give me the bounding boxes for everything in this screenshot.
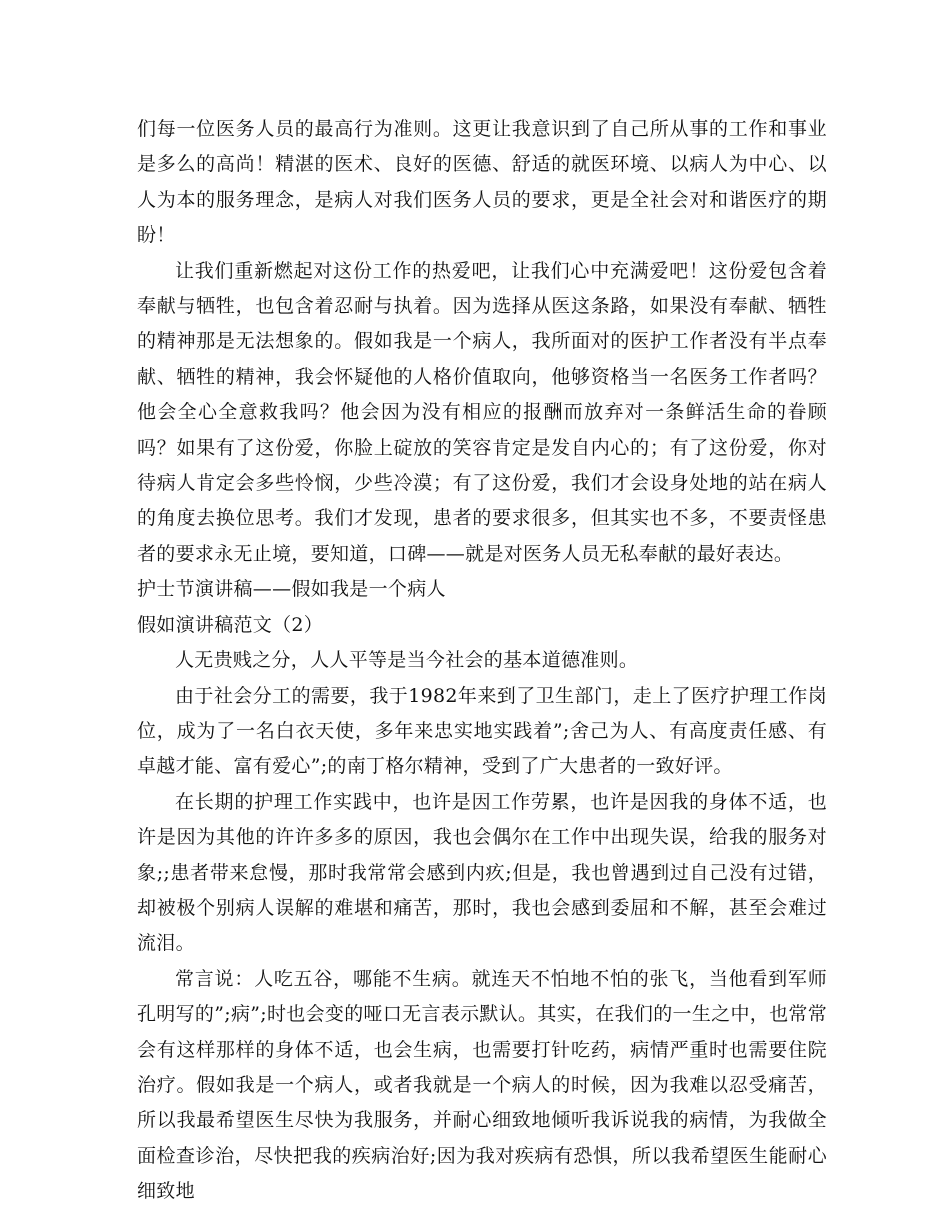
paragraph-1: 们每一位医务人员的最高行为准则。这更让我意识到了自己所从事的工作和事业是多么的高尚！精湛的医术、良好的医德、舒适的就医环境、以病人为中心、以人为本的服务理念，是病人对我们医务人员的要求，更是全社会对和谐医疗的期盼！ xyxy=(137,118,827,247)
paragraph-3: 人无贵贱之分，人人平等是当今社会的基本道德准则。 xyxy=(175,649,639,672)
section-title: 假如演讲稿范文（2） xyxy=(137,613,324,636)
document-body xyxy=(137,112,827,1210)
paragraph-5: 在长期的护理工作实践中，也许是因工作劳累，也许是因我的身体不适，也许是因为其他的许许多多的原因，我也会偶尔在工作中出现失误，给我的服务对象;;患者带来怠慢，那时我常常会感到内疚;但是，我也曾遇到过自己没有过错，却被极个别病人误解的难堪和痛苦，那时，我也会感到委屈和不解，甚至会难过流泪。 xyxy=(137,790,827,955)
paragraph-6: 常言说：人吃五谷，哪能不生病。就连天不怕地不怕的张飞，当他看到军师孔明写的”;病”;时也会变的哑口无言表示默认。其实，在我们的一生之中，也常常会有这样那样的身体不适，也会生病，也需要打针吃药，病情严重时也需要住院治疗。假如我是一个病人，或者我就是一个病人的时候，因为我难以忍受痛苦，所以我最希望医生尽快为我服务，并耐心细致地倾听我诉说我的病情，为我做全面检查诊治，尽快把我的疾病治好;因为我对疾病有恐惧，所以我希望医生能耐心细致地 xyxy=(137,967,827,1203)
speech-title: 护士节演讲稿——假如我是一个病人 xyxy=(137,578,446,601)
paragraph-2: 让我们重新燃起对这份工作的热爱吧，让我们心中充满爱吧！这份爱包含着奉献与牺牲，也包含着忍耐与执着。因为选择从医这条路，如果没有奉献、牺牲的精神那是无法想象的。假如我是一个病人，我所面对的医护工作者没有半点奉献、牺牲的精神，我会怀疑他的人格价值取向，他够资格当一名医务工作者吗？他会全心全意救我吗？他会因为没有相应的报酬而放弃对一条鲜活生命的眷顾吗？如果有了这份爱，你脸上碇放的笑容肯定是发自内心的；有了这份爱，你对待病人肯定会多些怜悯，少些冷漠；有了这份爱，我们才会设身处地的站在病人的角度去换位思考。我们才发现，患者的要求很多，但其实也不多，不要责怪患者的要求永无止境，要知道，口碑——就是对医务人员无私奉献的最好表达。 xyxy=(137,259,827,565)
paragraph-4: 由于社会分工的需要，我于1982年来到了卫生部门，走上了医疗护理工作岗位，成为了一名白衣天使，多年来忠实地实践着”;舍己为人、有高度责任感、有卓越才能、富有爱心”;的南丁格尔精神，受到了广大患者的一致好评。 xyxy=(137,684,827,778)
